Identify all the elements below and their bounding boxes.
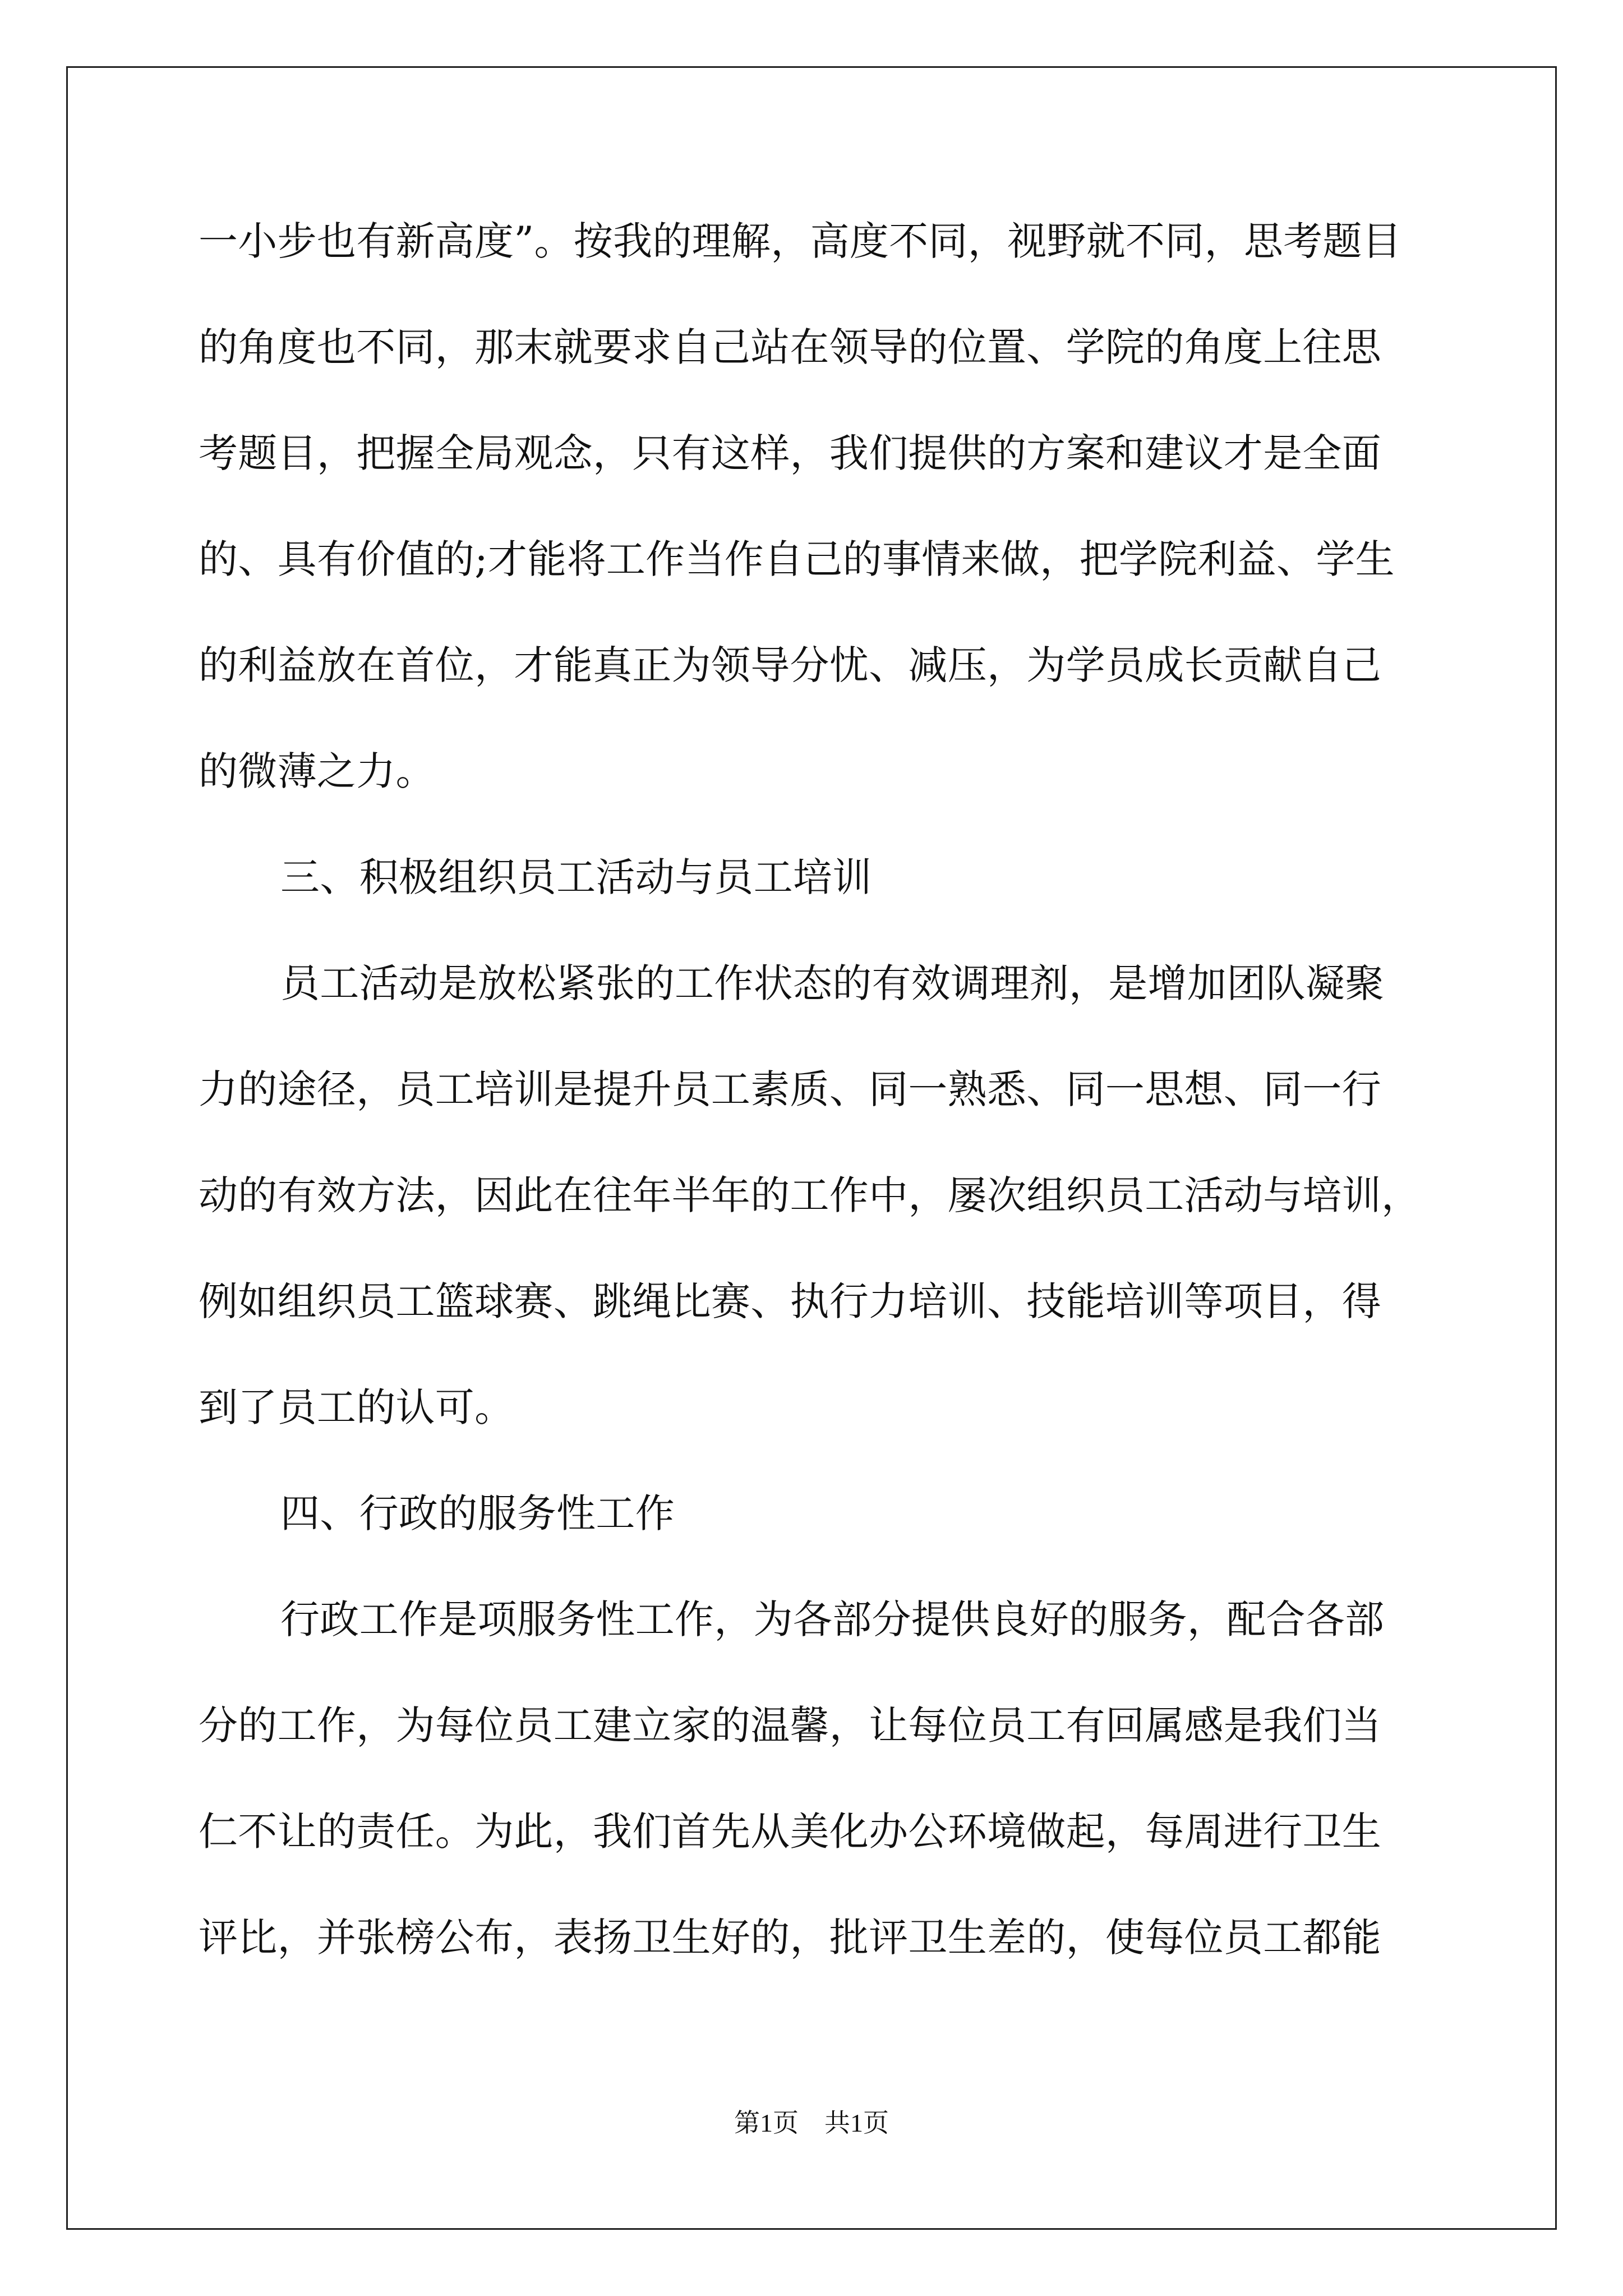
text-line: 仁不让的责任。为此，我们首先从美化办公环境做起，每周进行卫生: [199, 1809, 1381, 1855]
text-line: 分的工作，为每位员工建立家的温馨，让每位员工有回属感是我们当: [199, 1703, 1381, 1749]
text-line: 的利益放在首位，才能真正为领导分忧、减压，为学员成长贡献自己: [199, 642, 1381, 688]
text-line: 力的途径，员工培训是提升员工素质、同一熟悉、同一思想、同一行: [199, 1066, 1381, 1112]
document-body: [199, 213, 1441, 2016]
text-line: 的、具有价值的;才能将工作当作自己的事情来做，把学院利益、学生: [199, 536, 1395, 582]
text-line: 行政工作是项服务性工作，为各部分提供良好的服务，配合各部: [280, 1596, 1385, 1642]
section-heading: 三、积极组织员工活动与员工培训: [280, 854, 872, 900]
text-line: 例如组织员工篮球赛、跳绳比赛、执行力培训、技能培训等项目，得: [199, 1278, 1381, 1324]
text-line: 到了员工的认可。: [199, 1384, 514, 1430]
text-line: 动的有效方法，因此在往年半年的工作中，屡次组织员工活动与培训，: [199, 1172, 1421, 1218]
section-heading: 四、行政的服务性工作: [280, 1490, 675, 1536]
text-line: 评比，并张榜公布，表扬卫生好的，批评卫生差的，使每位员工都能: [199, 1915, 1381, 1961]
text-line: 考题目，把握全局观念，只有这样，我们提供的方案和建议才是全面: [199, 430, 1381, 476]
text-line: 的微薄之力。: [199, 748, 435, 794]
text-line: 一小步也有新高度”。按我的理解，高度不同，视野就不同，思考题目: [199, 218, 1402, 264]
page-footer: 第1页 共1页: [734, 2109, 889, 2137]
text-line: 员工活动是放松紧张的工作状态的有效调理剂，是增加团队凝聚: [280, 960, 1385, 1006]
text-line: 的角度也不同，那末就要求自己站在领导的位置、学院的角度上往思: [199, 324, 1381, 370]
